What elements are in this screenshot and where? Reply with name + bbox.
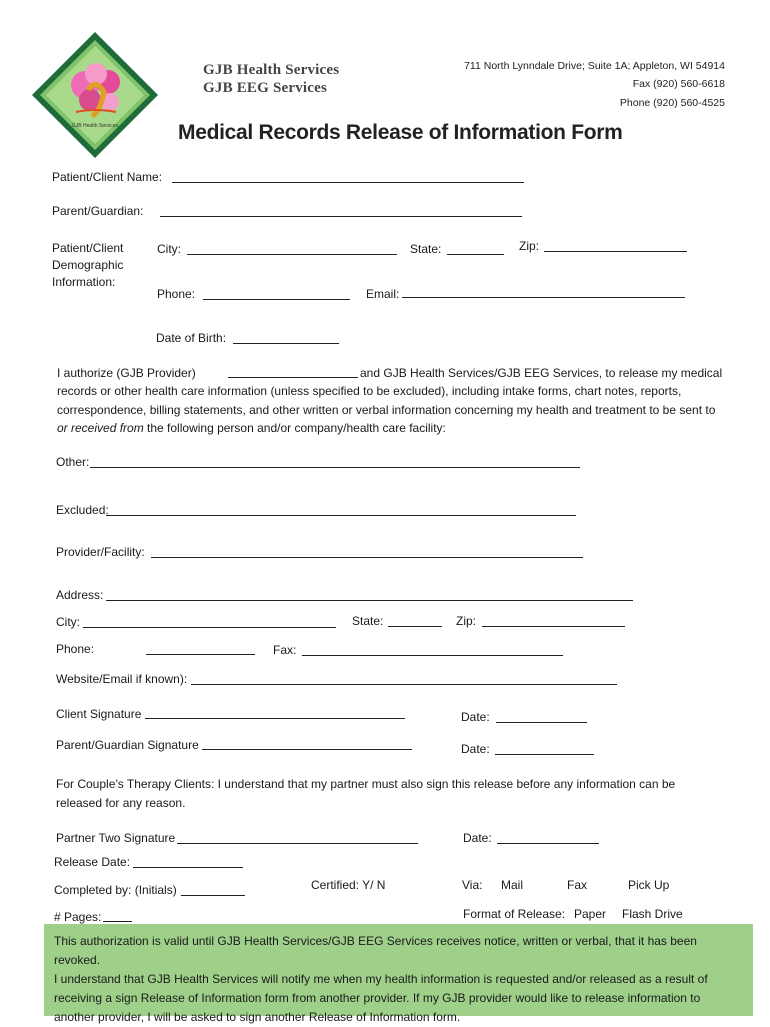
- via-fax[interactable]: Fax: [567, 878, 588, 892]
- via-label: Via:: [462, 878, 483, 892]
- org-address: 711 North Lynndale Drive; Suite 1A; Appleton, WI 54914: [464, 60, 725, 72]
- recipient-fax-label: Fax:: [273, 643, 297, 657]
- svg-text:GJB Health Services: GJB Health Services: [71, 123, 119, 129]
- demographic-label-2: Demographic: [52, 258, 124, 272]
- other-field[interactable]: [90, 466, 580, 468]
- recipient-zip-label: Zip:: [456, 614, 477, 628]
- recipient-state-label: State:: [352, 614, 384, 628]
- format-flash-drive[interactable]: Flash Drive: [622, 907, 683, 921]
- patient-phone-label: Phone:: [157, 287, 196, 301]
- excluded-field[interactable]: [106, 514, 576, 516]
- recipient-fax-field[interactable]: [302, 654, 563, 656]
- partner-signature-label: Partner Two Signature: [56, 831, 176, 845]
- authorize-text-1: and GJB Health Services/GJB EEG Services, to release my medical: [360, 366, 723, 380]
- release-date-field[interactable]: [133, 866, 243, 868]
- authorize-text-3: correspondence, billing statements, and other written or verbal information concerning my health and treatment to be sent to: [57, 403, 716, 417]
- client-date-field[interactable]: [496, 721, 587, 723]
- release-date-label: Release Date:: [54, 855, 131, 869]
- partner-date-label: Date:: [463, 831, 492, 845]
- format-paper[interactable]: Paper: [574, 907, 607, 921]
- notice-line-2: I understand that GJB Health Services will notify me when my health information is requested and/or released as a result of: [54, 972, 708, 986]
- recipient-phone-label: Phone:: [56, 642, 95, 656]
- authorize-text-2: records or other health care information (unless specified to be excluded), including intake forms, chart notes, reports,: [57, 384, 682, 398]
- org-name-eeg: GJB EEG Services: [203, 80, 328, 96]
- recipient-zip-field[interactable]: [482, 625, 625, 627]
- couples-text-2: released for any reason.: [56, 796, 186, 810]
- excluded-label: Excluded:: [56, 503, 109, 517]
- patient-city-field[interactable]: [187, 253, 397, 255]
- org-phone: Phone (920) 560-4525: [619, 97, 725, 109]
- website-field[interactable]: [191, 683, 617, 685]
- provider-label: Provider/Facility:: [56, 545, 145, 559]
- website-label: Website/Email if known):: [56, 672, 188, 686]
- guardian-date-label: Date:: [461, 742, 490, 756]
- authorize-label: I authorize (GJB Provider): [57, 366, 196, 380]
- demographic-label-1: Patient/Client: [52, 241, 124, 255]
- client-signature-label: Client Signature: [56, 707, 142, 721]
- patient-state-label: State:: [410, 242, 442, 256]
- client-date-label: Date:: [461, 710, 490, 724]
- client-signature-field[interactable]: [145, 717, 405, 719]
- format-label: Format of Release:: [463, 907, 566, 921]
- via-pickup[interactable]: Pick Up: [628, 878, 670, 892]
- patient-name-label: Patient/Client Name:: [52, 170, 163, 184]
- provider-field[interactable]: [151, 556, 583, 558]
- patient-phone-field[interactable]: [203, 298, 350, 300]
- patient-name-field[interactable]: [172, 181, 524, 183]
- page-title: Medical Records Release of Information Form: [178, 121, 623, 144]
- completed-by-label: Completed by: (Initials): [54, 883, 177, 897]
- pages-field[interactable]: [103, 920, 132, 922]
- gjb-provider-field[interactable]: [228, 376, 358, 378]
- partner-signature-field[interactable]: [177, 842, 418, 844]
- authorize-text-4: [57, 421, 446, 435]
- partner-date-field[interactable]: [497, 842, 599, 844]
- authorize-text-4-rest: the following person and/or company/health care facility:: [143, 421, 446, 435]
- recipient-city-label: City:: [56, 615, 80, 629]
- patient-state-field[interactable]: [447, 253, 504, 255]
- received-from-emphasis: or received from: [57, 421, 144, 435]
- company-logo: [30, 30, 160, 160]
- demographic-label-3: Information:: [52, 275, 116, 289]
- recipient-city-field[interactable]: [83, 626, 336, 628]
- recipient-phone-field[interactable]: [146, 653, 255, 655]
- notice-line-4: another provider, I will be asked to sign another Release of Information form.: [54, 1010, 461, 1024]
- patient-city-label: City:: [157, 242, 181, 256]
- couples-text-1: For Couple’s Therapy Clients: I understand that my partner must also sign this release before any information can be: [56, 777, 676, 791]
- patient-zip-field[interactable]: [544, 250, 687, 252]
- guardian-label: Parent/Guardian:: [52, 204, 144, 218]
- completed-by-field[interactable]: [181, 894, 245, 896]
- dob-label: Date of Birth:: [156, 331, 227, 345]
- org-fax: Fax (920) 560-6618: [632, 78, 725, 90]
- pages-label: # Pages:: [54, 910, 102, 924]
- address-field[interactable]: [106, 599, 633, 601]
- guardian-signature-field[interactable]: [202, 748, 412, 750]
- guardian-field[interactable]: [160, 215, 522, 217]
- notice-line-3: receiving a sign Release of Information form from another provider. If my GJB provider would like to release information to: [54, 991, 701, 1005]
- org-name: GJB Health Services: [203, 62, 340, 78]
- patient-email-field[interactable]: [402, 296, 685, 298]
- guardian-date-field[interactable]: [495, 753, 594, 755]
- guardian-signature-label: Parent/Guardian Signature: [56, 738, 199, 752]
- revocation-notice: [44, 924, 753, 1024]
- other-label: Other:: [56, 455, 90, 469]
- patient-email-label: Email:: [366, 287, 400, 301]
- notice-line-1: This authorization is valid until GJB Health Services/GJB EEG Services receives notice, written or verbal, that it has been revoked.: [54, 934, 697, 967]
- address-label: Address:: [56, 588, 104, 602]
- dob-field[interactable]: [233, 342, 339, 344]
- certified-label: Certified: Y/ N: [311, 878, 386, 892]
- via-mail[interactable]: Mail: [501, 878, 524, 892]
- patient-zip-label: Zip:: [519, 239, 540, 253]
- recipient-state-field[interactable]: [388, 625, 442, 627]
